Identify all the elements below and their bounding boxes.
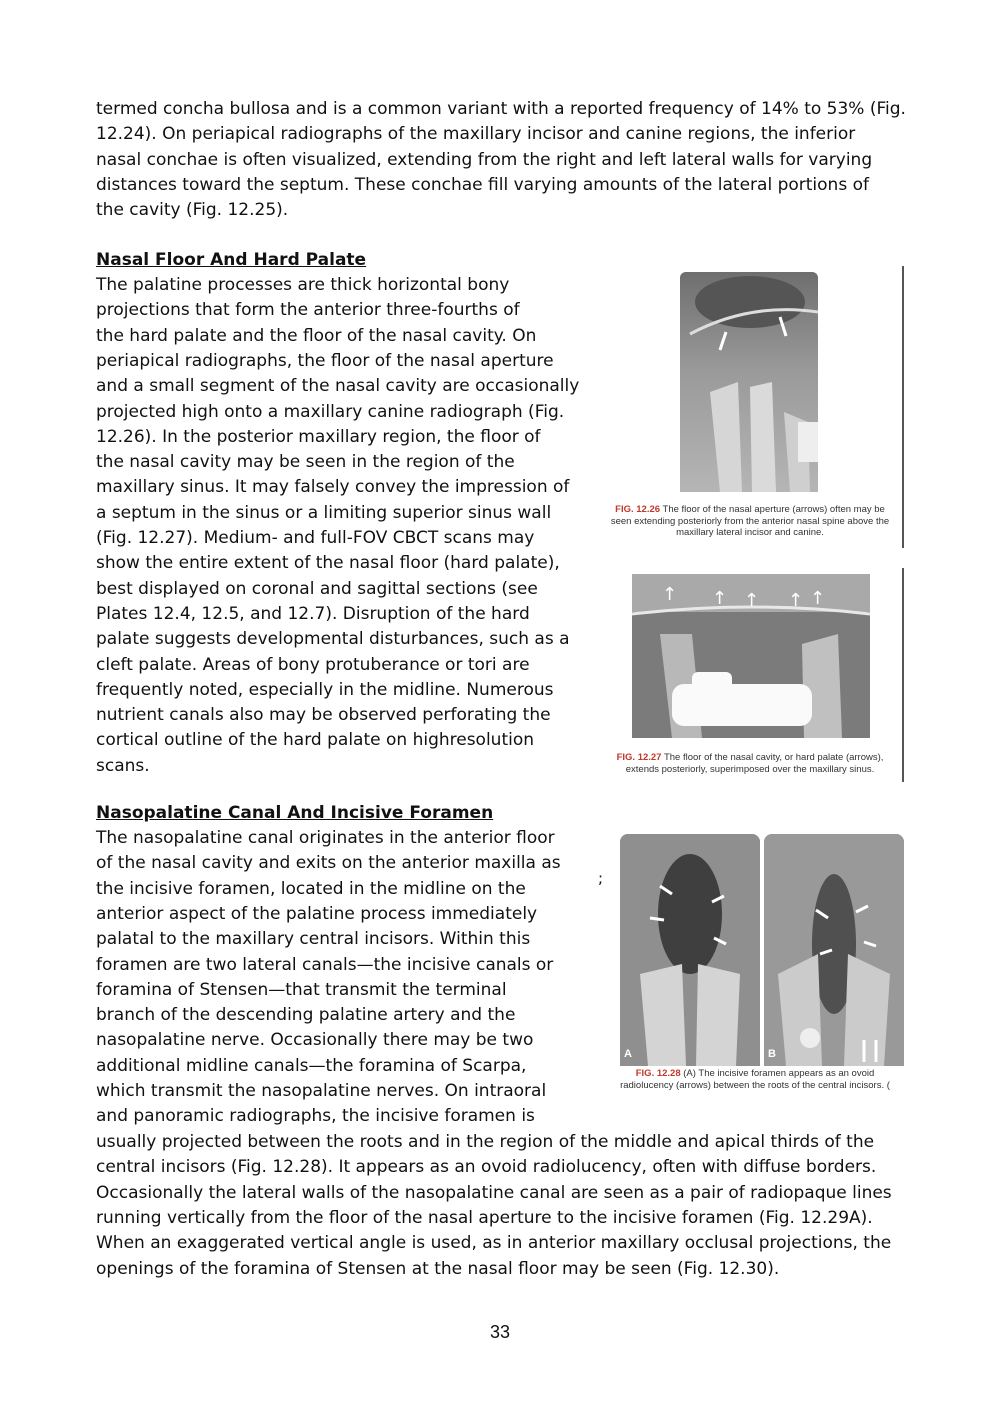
text-line: central incisors (Fig. 12.28). It appears as an ovoid radiolucency, often with diffuse borders.	[96, 1157, 877, 1178]
text-line: of the nasal cavity and exits on the anterior maxilla as	[96, 853, 561, 874]
text-line: The nasopalatine canal originates in the anterior floor	[96, 828, 555, 848]
figure-12-28-caption: FIG. 12.28 (A) The incisive foramen appears as an ovoid radiolucency (arrows) between the roots of the central incisors. (	[620, 1068, 890, 1091]
text-line: (Fig. 12.27). Medium- and full-FOV CBCT scans may	[96, 528, 535, 548]
text-line: nutrient canals also may be observed perforating the	[96, 705, 551, 726]
text-line: the hard palate and the floor of the nasal cavity. On	[96, 325, 537, 346]
stray-mark: ;	[598, 869, 604, 887]
panel-label-a: A	[624, 1048, 632, 1060]
text-line: foramina of Stensen—that transmit the terminal	[96, 979, 507, 1000]
text-line: running vertically from the floor of the nasal aperture to the incisive foramen (Fig. 12.29A).	[96, 1207, 873, 1228]
panel-label-b: B	[768, 1048, 776, 1060]
figure-12-26-caption: FIG. 12.26 The floor of the nasal aperture (arrows) often may be seen extending posteriorly from the anterior nasal spine above the maxillary lateral incisor and canine.	[610, 504, 890, 538]
svg-text:↑: ↑	[744, 590, 760, 611]
svg-text:↑: ↑	[662, 584, 678, 605]
text-line: nasal conchae is often visualized, extending from the right and left lateral walls for varying	[96, 149, 873, 170]
text-line: cleft palate. Areas of bony protuberance or tori are	[96, 654, 530, 675]
text-line: 12.24). On periapical radiographs of the maxillary incisor and canine regions, the inferior	[96, 124, 856, 145]
text-line: palatal to the maxillary central incisors. Within this	[96, 929, 531, 950]
text-line: the nasal cavity may be seen in the region of the	[96, 452, 515, 473]
svg-text:↑: ↑	[788, 590, 804, 611]
text-line: palate suggests developmental disturbances, such as a	[96, 629, 570, 650]
figure-border-line	[902, 568, 904, 782]
text-line: When an exaggerated vertical angle is used, as in anterior maxillary occlusal projections, the	[96, 1233, 892, 1254]
text-line: show the entire extent of the nasal floor (hard palate),	[96, 553, 560, 574]
text-line: Occasionally the lateral walls of the nasopalatine canal are seen as a pair of radiopaque lines	[96, 1182, 892, 1203]
text-line: usually projected between the roots and in the region of the middle and apical thirds of the	[96, 1132, 875, 1152]
text-line: periapical radiographs, the floor of the nasal aperture	[96, 350, 554, 371]
page-number: 33	[489, 1322, 511, 1342]
text-line: distances toward the septum. These conchae fill varying amounts of the lateral portions of	[96, 174, 869, 195]
section-heading-nasal-floor: Nasal Floor And Hard Palate	[96, 250, 367, 270]
svg-text:↑: ↑	[810, 588, 826, 609]
text-line: which transmit the nasopalatine nerves. On intraoral	[96, 1081, 547, 1101]
text-line: branch of the descending palatine artery and the	[96, 1005, 516, 1026]
radiograph-incisive-foramen-b	[764, 834, 904, 1066]
text-line: projections that form the anterior three-fourths of	[96, 300, 520, 321]
figure-12-27-caption: FIG. 12.27 The floor of the nasal cavity, or hard palate (arrows), extends posteriorly, superimposed over the maxillary sinus.	[616, 752, 884, 775]
text-line: maxillary sinus. It may falsely convey the impression of	[96, 477, 570, 498]
figure-12-28	[596, 830, 908, 1096]
text-line: a septum in the sinus or a limiting superior sinus wall	[96, 502, 552, 523]
figure-12-26	[596, 266, 906, 548]
text-line: scans.	[96, 755, 150, 776]
radiograph-incisive-foramen-a	[620, 834, 760, 1066]
text-line: frequently noted, especially in the midline. Numerous	[96, 679, 554, 700]
text-line: additional midline canals—the foramina of Scarpa,	[96, 1055, 527, 1076]
text-line: foramen are two lateral canals—the incisive canals or	[96, 954, 554, 975]
text-line: and panoramic radiographs, the incisive foramen is	[96, 1106, 535, 1127]
text-line: termed concha bullosa and is a common variant with a reported frequency of 14% to 53% (Fig.	[96, 99, 906, 119]
text-line: anterior aspect of the palatine process immediately	[96, 903, 538, 924]
text-line: the incisive foramen, located in the midline on the	[96, 878, 526, 899]
radiograph-nasal-aperture	[680, 272, 818, 492]
text-line: The palatine processes are thick horizontal bony	[96, 275, 510, 295]
text-line: 12.26). In the posterior maxillary region, the floor of	[96, 426, 541, 447]
text-line: and a small segment of the nasal cavity are occasionally	[96, 376, 580, 397]
text-line: nasopalatine nerve. Occasionally there may be two	[96, 1030, 534, 1051]
text-line: projected high onto a maxillary canine radiograph (Fig.	[96, 401, 565, 422]
text-line: openings of the foramina of Stensen at the nasal floor may be seen (Fig. 12.30).	[96, 1258, 780, 1279]
section-heading-nasopalatine: Nasopalatine Canal And Incisive Foramen	[96, 803, 494, 823]
text-line: best displayed on coronal and sagittal sections (see	[96, 578, 538, 599]
text-line: the cavity (Fig. 12.25).	[96, 200, 289, 221]
text-line: Plates 12.4, 12.5, and 12.7). Disruption of the hard	[96, 603, 530, 624]
text-line: cortical outline of the hard palate on highresolution	[96, 730, 535, 751]
radiograph-hard-palate	[632, 574, 870, 738]
svg-text:↑: ↑	[712, 588, 728, 609]
figure-12-27	[596, 568, 906, 782]
